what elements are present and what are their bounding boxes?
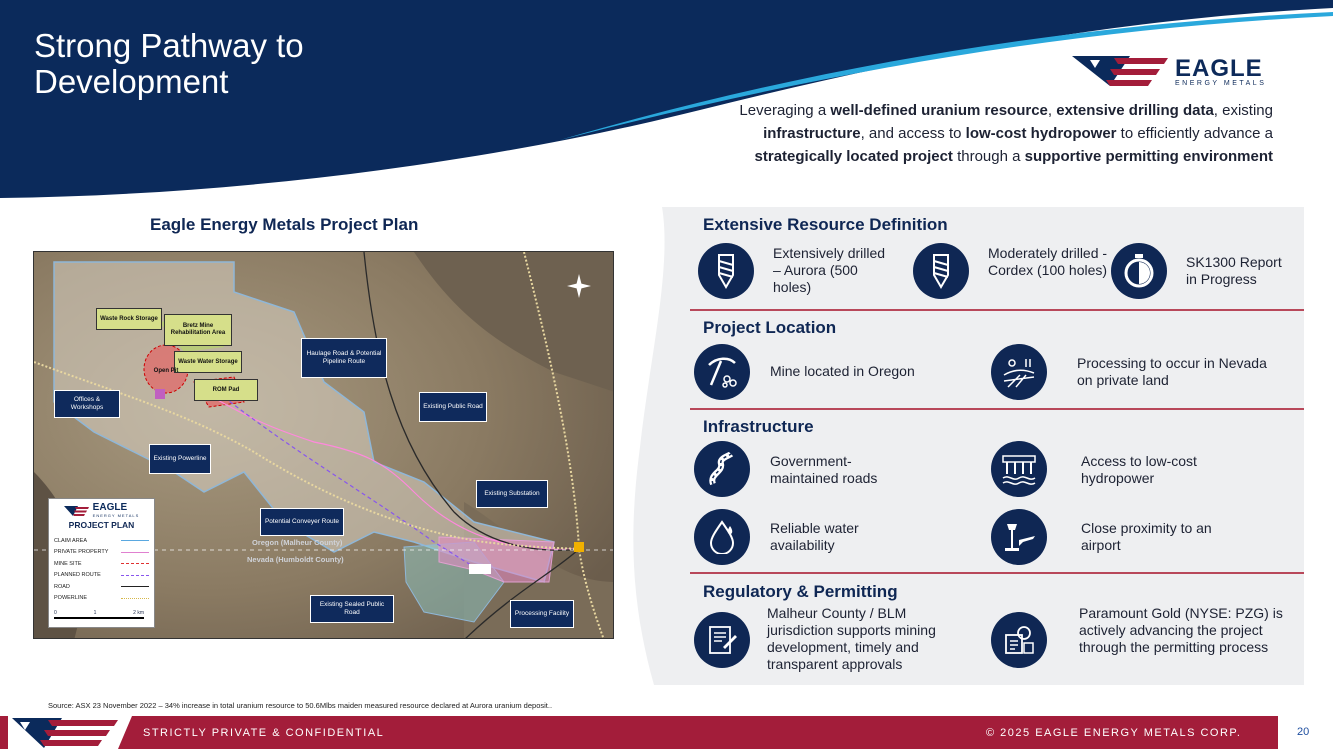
airport-icon [991,509,1047,565]
source-note: Source: ASX 23 November 2022 – 34% increase in total uranium resource to 50.6Mlbs maiden measured resource declared at Aurora uranium deposit.. [48,701,553,710]
bretz-label: Bretz Mine Rehabilitation Area [164,314,232,346]
intro-paragraph: Leveraging a well-defined uranium resource, extensive drilling data, existing infrastructure, and access to low-cost hydropower to efficiently advance a strategically located project through a supportive permitting environment [739,102,1273,165]
section-title-regulatory: Regulatory & Permitting [703,582,898,601]
location-item-oregon: Mine located in Oregon [770,363,915,379]
highlights-panel [632,207,1304,685]
waste-rock-label: Waste Rock Storage [96,308,162,330]
page-title: Strong Pathway to Development [34,27,304,100]
open-pit-label: Open Pit [153,367,179,374]
scale-labels: 0 1 2 km [54,610,144,616]
stopwatch-icon [1111,243,1167,299]
nevada-label: Nevada (Humboldt County) [247,555,344,564]
permitting-icon [991,612,1047,668]
land-icon [991,344,1047,400]
offices-label: Offices & Workshops [54,390,120,418]
footer-logo-icon [8,716,132,749]
page-number: 20 [1297,726,1310,738]
pickaxe-icon [694,344,750,400]
divider [690,572,1304,574]
map-title: Eagle Energy Metals Project Plan [150,215,419,234]
legend-row: PRIVATE PROPERTY [54,547,149,559]
drill-icon [698,243,754,299]
road-icon [694,441,750,497]
existing-substation-label: Existing Substation [476,480,548,508]
legend-row: POWERLINE [54,593,149,605]
logo-subtitle: ENERGY METALS [1175,80,1267,87]
existing-public-road-label: Existing Public Road [419,392,487,422]
water-drop-icon [694,509,750,565]
infra-item-water: Reliable water availability [770,520,859,553]
legend-title: PROJECT PLAN [68,520,135,530]
document-approval-icon [694,612,750,668]
infra-item-roads: Government-maintained roads [770,453,878,486]
rom-pad-label: ROM Pad [194,379,258,401]
resource-item-aurora: Extensively drilled – Aurora (500 holes) [773,245,886,295]
infra-item-hydropower: Access to low-cost hydropower [1081,453,1197,486]
eagle-icon [64,505,90,517]
existing-powerline-label: Existing Powerline [149,444,211,474]
legend-row: PLANNED ROUTE [54,570,149,582]
project-map [33,251,614,639]
legend-logo: EAGLE ENERGY METALS [54,503,149,518]
potential-conveyer-label: Potential Conveyer Route [260,508,344,536]
confidential-label: STRICTLY PRIVATE & CONFIDENTIAL [143,727,385,739]
legend-row: CLAIM AREA [54,535,149,547]
section-title-location: Project Location [703,318,837,337]
divider [690,408,1304,410]
regulatory-item-pzg: Paramount Gold (NYSE: PZG) is actively advancing the project through the permitting process [1079,605,1283,655]
section-title-resource: Extensive Resource Definition [703,215,948,234]
haulage-label: Haulage Road & Potential Pipeline Route [301,338,387,378]
logo-wordmark: EAGLE [1175,55,1263,82]
infra-item-airport: Close proximity to an airport [1081,520,1212,553]
resource-item-sk1300: SK1300 Report in Progress [1186,254,1282,287]
resource-item-cordex: Moderately drilled - Cordex (100 holes) [988,245,1108,278]
oregon-label: Oregon (Malheur County) [252,538,343,547]
legend-row: ROAD [54,581,149,593]
legend-row: MINE SITE [54,558,149,570]
scale-bar [54,617,144,619]
map-legend [48,498,155,628]
drill-icon [913,243,969,299]
section-title-infrastructure: Infrastructure [703,417,814,436]
location-item-nevada: Processing to occur in Nevada on private land [1077,355,1267,388]
copyright-label: © 2025 EAGLE ENERGY METALS CORP. [986,727,1242,739]
dam-icon [991,441,1047,497]
divider [690,309,1304,311]
existing-sealed-road-label: Existing Sealed Public Road [310,595,394,623]
waste-water-label: Waste Water Storage [174,351,242,373]
regulatory-item-blm: Malheur County / BLM jurisdiction supports mining development, timely and transparent approvals [767,605,936,672]
processing-facility-label: Processing Facility [510,600,574,628]
